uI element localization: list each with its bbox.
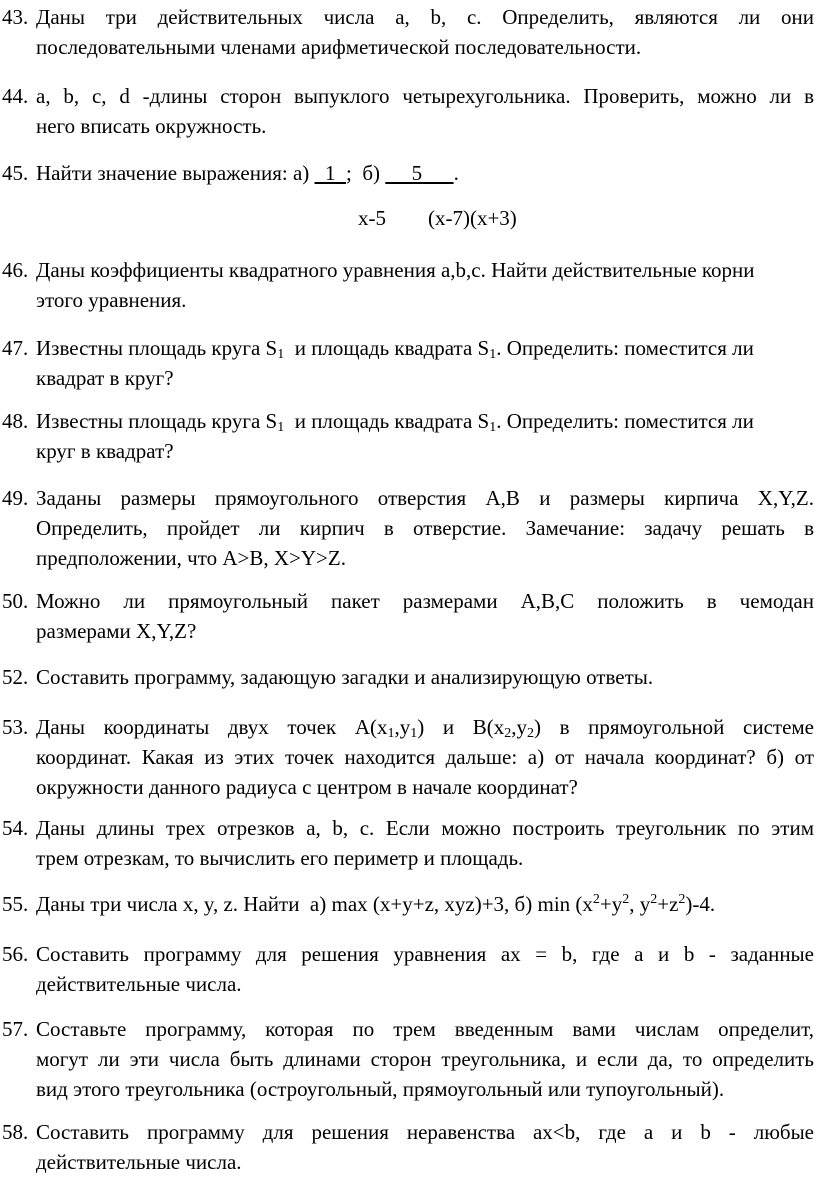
task-47 <box>2 333 814 393</box>
task-text-line: могут ли эти числа быть длинами сторон треугольника, и если да, то определить <box>36 1047 814 1071</box>
task-text-line: Составить программу для решения неравенства ax<b, где a и b - любые <box>36 1120 814 1144</box>
task-number: 49. <box>2 486 29 510</box>
fraction-b-numerator: 5 <box>385 161 454 185</box>
task-54 <box>2 813 814 873</box>
task-52 <box>2 662 814 692</box>
task-number: 56. <box>2 942 29 966</box>
task-number: 52. <box>2 665 29 689</box>
task-text-line: Даны три числа x, y, z. Найти а) max (x+y+z, xyz)+3, б) $\min (x^2+y^2$, $y^2+z^2)-4$. <box>36 892 716 916</box>
task-number: 44. <box>2 84 29 108</box>
task-text-line: Составить программу, задающую загадки и анализирующую ответы. <box>36 665 654 689</box>
task-number: 50. <box>2 589 29 613</box>
task-text-line: предположении, что A>B, X>Y>Z. <box>36 546 346 570</box>
task-text-line: Составьте программу, которая по трем введенным вами числам определит, <box>36 1017 814 1041</box>
task-number: 45. <box>2 161 29 185</box>
task-text-line: a, b, c, d -длины сторон выпуклого четырехугольника. Проверить, можно ли в <box>36 84 814 108</box>
task-50 <box>2 586 814 646</box>
task-text-line: круг в квадрат? <box>36 439 174 463</box>
task-text-line: Даны длины трех отрезков a, b, c. Если можно построить треугольник по этим <box>36 816 814 840</box>
task-53 <box>2 712 814 802</box>
task-56 <box>2 939 814 999</box>
task-45 <box>2 158 814 188</box>
task-text-line: размерами X,Y,Z? <box>36 619 197 643</box>
fraction-denominators: x-5 (x-7)(x+3) <box>358 206 517 230</box>
task-58 <box>2 1117 814 1177</box>
task-text-line: Даны три действительных числа a, b, c. Определить, являются ли они <box>36 5 814 29</box>
task-text-line: него вписать окружность. <box>36 114 267 138</box>
task-number: 53. <box>2 715 29 739</box>
task-text-line: Определить, пройдет ли кирпич в отверстие. Замечание: задачу решать в <box>36 516 814 540</box>
task-46 <box>2 255 814 315</box>
task-57 <box>2 1014 814 1104</box>
task-text-line: Известны площадь круга $S_1$ и площадь квадрата $S_1$. Определить: поместится ли <box>36 336 754 362</box>
task-number: 57. <box>2 1017 29 1041</box>
task-text-line: трем отрезкам, то вычислить его периметр и площадь. <box>36 846 524 870</box>
task-text-line: Заданы размеры прямоугольного отверстия A,B и размеры кирпича X,Y,Z. <box>36 486 814 510</box>
task-44 <box>2 81 814 141</box>
task-text-line: Даны координаты двух точек $A(x_1,y_1)$ и $B(x_2,y_2)$ в прямоугольной системе <box>36 715 814 741</box>
task-text-line: Можно ли прямоугольный пакет размерами A,B,C положить в чемодан <box>36 589 814 613</box>
task-number: 47. <box>2 336 29 360</box>
task-text-line: окружности данного радиуса с центром в начале координат? <box>36 775 578 799</box>
task-number: 54. <box>2 816 29 840</box>
task-48 <box>2 406 814 466</box>
task-number: 58. <box>2 1120 29 1144</box>
task-text-line: Составить программу для решения уравнения ax = b, где a и b - заданные <box>36 942 814 966</box>
task-text-line: Найти значение выражения: а) 1 ; б) 5 . <box>36 161 459 185</box>
task-55 <box>2 889 814 919</box>
task-number: 48. <box>2 409 29 433</box>
task-text-line: этого уравнения. <box>36 288 187 312</box>
task-text-line: Даны коэффициенты квадратного уравнения a,b,c. Найти действительные корни <box>36 258 755 282</box>
task-text-line: квадрат в круг? <box>36 366 174 390</box>
task-text-line: действительные числа. <box>36 1150 242 1174</box>
task-text-line: последовательными членами арифметической последовательности. <box>36 35 642 59</box>
task-text-line: координат. Какая из этих точек находится дальше: а) от начала координат? б) от <box>36 745 814 769</box>
task-49 <box>2 483 814 573</box>
task-number: 46. <box>2 258 29 282</box>
task-43 <box>2 2 814 62</box>
task-text-line: Известны площадь круга $S_1$ и площадь квадрата $S_1$. Определить: поместится ли <box>36 409 754 435</box>
task-text-line: действительные числа. <box>36 972 242 996</box>
task-text-line: вид этого треугольника (остроугольный, прямоугольный или тупоугольный). <box>36 1077 725 1101</box>
task-number: 43. <box>2 5 29 29</box>
fraction-a-numerator: 1 <box>314 161 347 185</box>
task-number: 55. <box>2 892 29 916</box>
